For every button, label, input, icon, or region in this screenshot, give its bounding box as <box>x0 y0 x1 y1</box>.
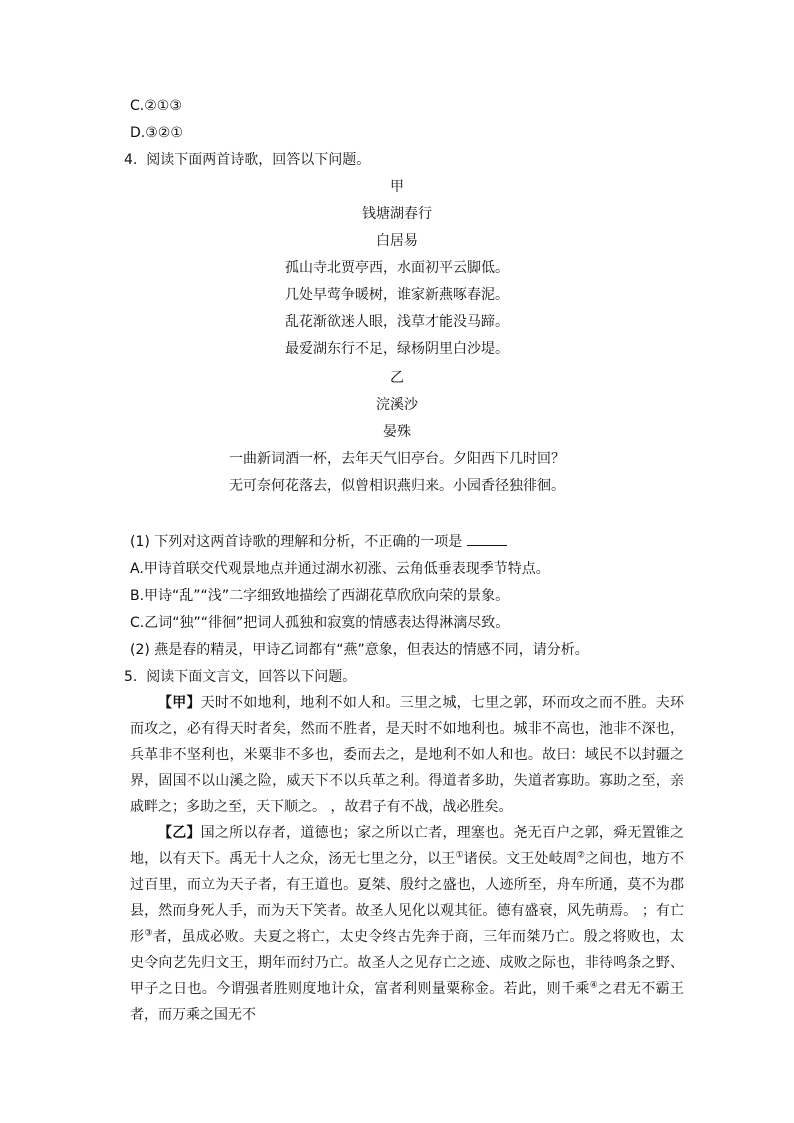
q5-number: 5. <box>124 669 138 685</box>
passage-yi-label: 【乙】 <box>158 825 201 841</box>
q4-sub2: (2) 燕是春的精灵，甲诗乙词都有“燕”意象，但表达的情感不同，请分析。 <box>130 642 589 658</box>
q5-stem <box>124 667 356 687</box>
footnote-marker: ③ <box>144 928 153 939</box>
poem-a-line: 孤山寺北贾亭西，水面初平云脚低。 <box>285 260 509 276</box>
passage-yi <box>130 820 684 1028</box>
q3-option-c: C.②①③ <box>130 98 182 114</box>
passage-yi-text: 诸侯。文王处岐周 <box>463 851 577 867</box>
poem-a-line: 乱花渐欲迷人眼，浅草才能没马蹄。 <box>285 314 509 330</box>
poem-a-author: 白居易 <box>376 233 418 249</box>
q4-option-b: B.甲诗“乱”“浅”二字细致地描绘了西湖花草欣欣向荣的景象。 <box>130 588 510 604</box>
q3-option-d: D.③②① <box>130 125 183 141</box>
poem-b-title: 浣溪沙 <box>376 397 418 413</box>
passage-jia-label: 【甲】 <box>158 695 201 711</box>
poem-b-line: 无可奈何花落去，似曾相识燕归来。小园香径独徘徊。 <box>229 478 565 494</box>
poem-b-author: 晏殊 <box>383 424 411 440</box>
poem-a-marker: 甲 <box>390 179 404 195</box>
passage-yi-text: 之君无不霸王者，而万乘之国无不 <box>130 981 685 1023</box>
footnote-marker: ① <box>455 850 464 861</box>
poem-a-line: 最爱湖东行不足，绿杨阴里白沙堤。 <box>285 341 509 357</box>
q4-sub1-text: (1) 下列对这两首诗歌的理解和分析，不正确的一项是 <box>130 534 463 550</box>
q4-option-a: A.甲诗首联交代观景地点并通过湖水初涨、云角低垂表现季节特点。 <box>130 561 550 577</box>
q4-number: 4. <box>124 152 138 168</box>
passage-jia-text: 天时不如地利，地利不如人和。三里之城，七里之郭，环而攻之而不胜。夫环而攻之，必有得天时者矣，然而不胜者，是天时不如地利也。城非不高也，池非不深也，兵革非不坚利也，米粟非不多也，委而去之，是地利不如人和也。故曰：域民不以封疆之界，固国不以山溪之险，威天下不以兵革之利。得道者多助，失道者寡助。寡助之至，亲戚畔之；多助之至，天下顺之。 ，故君子有不战，战必胜矣。 <box>130 695 685 815</box>
footnote-marker: ④ <box>589 980 599 991</box>
passage-jia <box>130 690 684 820</box>
q4-stem-text: 阅读下面两首诗歌，回答以下问题。 <box>146 152 371 168</box>
poem-b-line: 一曲新词酒一杯，去年天气旧亭台。夕阳西下几时回？ <box>229 451 565 467</box>
passage-yi-text: 之间也，地方不过百里，而立为天子者，有王道也。夏桀、殷纣之盛也，人迹所至，舟车所通，莫不为郡县，然而身死人手，而为天下笑者。故圣人见化以观其征。德有盛衰，风先萌焉。 ；有亡形 <box>130 851 684 945</box>
q4-option-c: C.乙词“独”“徘徊”把词人孤独和寂寞的情感表达得淋漓尽致。 <box>130 615 510 631</box>
poem-a-line: 几处早莺争暖树，谁家新燕啄春泥。 <box>285 287 509 303</box>
answer-blank[interactable] <box>467 533 507 546</box>
poem-b-marker: 乙 <box>390 370 404 386</box>
q4-stem <box>124 150 370 170</box>
passage-yi-text: 者，虽成必败。夫夏之将亡，太史令终古先奔于商，三年而桀乃亡。殷之将败也，太史令向艺先归文王，期年而纣乃亡。故圣人之见存亡之迹、成败之际也，非待鸣条之野、甲子之日也。今谓强者胜则度地计众，富者利则量粟称金。若此，则千乘 <box>130 929 684 997</box>
q5-stem-text: 阅读下面文言文，回答以下问题。 <box>146 669 357 685</box>
footnote-marker: ② <box>576 850 586 861</box>
passage-yi-text: 国之所以存者，道德也；家之所以亡者，理塞也。尧无百户之郭，舜无置锥之地，以有天下。禹无十人之众，汤无七里之分，以王 <box>130 825 685 867</box>
q4-sub1 <box>130 532 507 552</box>
poem-a-title: 钱塘湖春行 <box>362 206 432 222</box>
